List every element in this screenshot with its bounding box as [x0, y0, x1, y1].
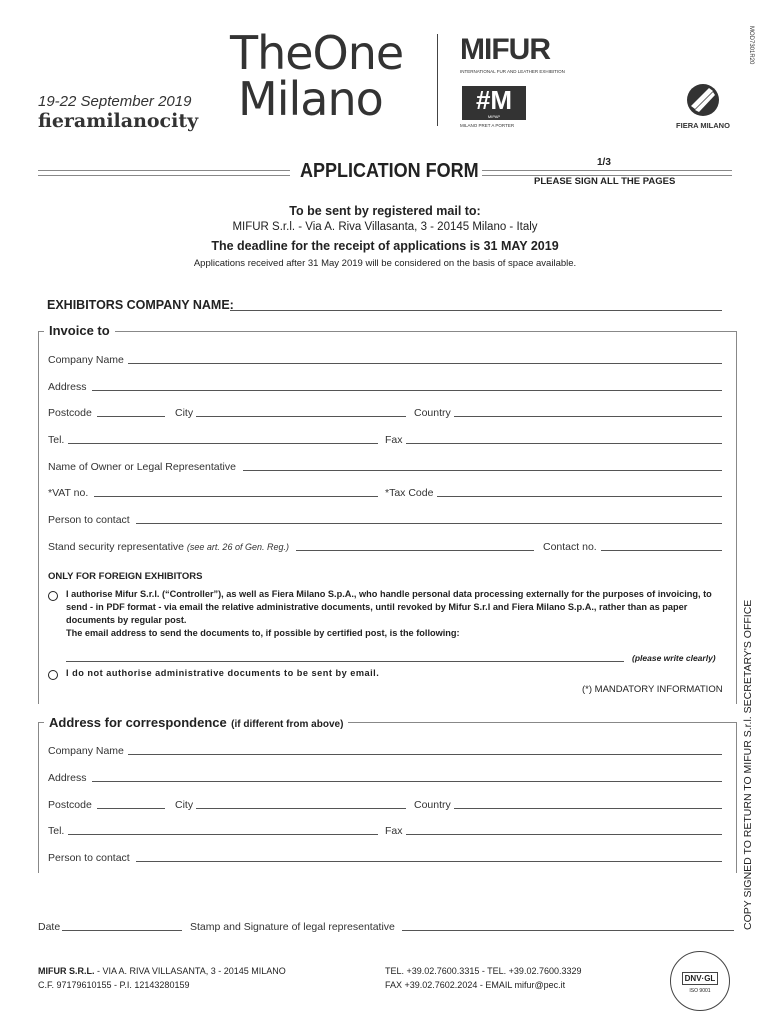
footer-company-line — [38, 964, 286, 978]
corr-city-field[interactable] — [196, 795, 406, 809]
not-authorise-text: I do not authorise administrative documents to be sent by email. — [66, 668, 380, 678]
footer-fax: FAX +39.02.7602.2024 - EMAIL mifur@pec.it — [385, 980, 566, 990]
mifur-logo — [460, 34, 565, 74]
mipap-logo — [462, 86, 526, 120]
corr-tel-field[interactable] — [68, 821, 378, 835]
intro — [0, 203, 770, 271]
corr-country-label: Country — [414, 799, 451, 811]
certification-badge — [670, 951, 730, 1011]
send-to-address: MIFUR S.r.l. - Via A. Riva Villasanta, 3 - 20145 Milano - Italy — [232, 221, 538, 233]
page-number: 1/3 — [597, 157, 611, 168]
event-dates: 19-22 September 2019 — [38, 93, 192, 110]
sign-note: PLEASE SIGN ALL THE PAGES — [534, 176, 676, 187]
mifur-tagline: INTERNATIONAL FUR AND LEATHER EXHIBITION — [460, 69, 565, 74]
write-clearly-note: (please write clearly) — [632, 653, 716, 663]
logo-line1: TheOne — [230, 26, 404, 80]
corr-country-field[interactable] — [454, 795, 722, 809]
inv-tel-field[interactable] — [68, 430, 378, 444]
mipap-tagline: MILANO PRET A PORTER — [460, 123, 515, 128]
late-note: Applications received after 31 May 2019 will be considered on the basis of space available. — [193, 258, 577, 269]
inv-postcode-field[interactable] — [97, 403, 165, 417]
inv-address-label: Address — [48, 381, 87, 393]
email-field[interactable] — [66, 648, 624, 662]
date-label: Date — [38, 921, 61, 933]
title-rule-left — [38, 170, 290, 176]
inv-company-field[interactable] — [128, 350, 722, 364]
inv-country-field[interactable] — [454, 403, 722, 417]
cert-badge-text: DNV·GL — [682, 972, 719, 985]
inv-contactno-label: Contact no. — [543, 541, 597, 553]
footer-tel: TEL. +39.02.7600.3315 - TEL. +39.02.7600.3329 — [385, 966, 582, 976]
corr-city-label: City — [175, 799, 194, 811]
inv-fax-label: Fax — [385, 434, 403, 446]
signature-field[interactable] — [402, 917, 734, 931]
logo-divider — [437, 34, 438, 126]
inv-city-field[interactable] — [196, 403, 406, 417]
mipap-wordmark: #M — [475, 85, 513, 115]
send-to-heading: To be sent by registered mail to: — [289, 204, 481, 218]
deadline-text: The deadline for the receipt of applications is 31 MAY 2019 — [211, 239, 559, 253]
inv-tel-label: Tel. — [48, 434, 65, 446]
inv-owner-field[interactable] — [243, 457, 722, 471]
inv-vat-label: *VAT no. — [48, 487, 89, 499]
mipap-small: MIPAP — [487, 114, 501, 119]
form-title: APPLICATION FORM — [300, 160, 479, 182]
corr-address-field[interactable] — [92, 768, 722, 782]
inv-stand-field[interactable] — [296, 537, 534, 551]
corr-company-label: Company Name — [48, 745, 124, 757]
stamp-label: Stamp and Signature of legal representative — [190, 921, 395, 933]
footer-left — [38, 964, 286, 992]
cert-iso-text: ISO 9001 — [689, 988, 711, 994]
inv-city-label: City — [175, 407, 194, 419]
email-text: The email address to send the documents to, if possible by certified post, is the following: — [66, 628, 460, 638]
event-site: fieramilanocity — [38, 110, 199, 132]
inv-person-field[interactable] — [136, 510, 722, 524]
corr-postcode-label: Postcode — [48, 799, 92, 811]
inv-contactno-field[interactable] — [601, 537, 722, 551]
footer-fiscal: C.F. 97179610155 - P.I. 12143280159 — [38, 980, 190, 990]
document-code: MOD7301R20 — [748, 26, 754, 65]
inv-country-label: Country — [414, 407, 451, 419]
inv-owner-label: Name of Owner or Legal Representative — [48, 461, 236, 473]
inv-taxcode-label: *Tax Code — [385, 487, 434, 499]
foreign-heading: ONLY FOR FOREIGN EXHIBITORS — [48, 571, 203, 582]
inv-fax-field[interactable] — [406, 430, 722, 444]
corr-company-field[interactable] — [128, 741, 722, 755]
corr-fax-label: Fax — [385, 825, 403, 837]
inv-postcode-label: Postcode — [48, 407, 92, 419]
correspondence-legend — [44, 714, 348, 732]
footer-company: MIFUR S.R.L. — [38, 966, 95, 976]
company-name-field[interactable] — [230, 297, 722, 311]
authorise-text: I authorise Mifur S.r.l. (“Controller”), as well as Fiera Milano S.p.A., who handle personal data processing externally for the purposes of invoicing, to send - in PDF format - via email the relative administrative documents, until revoked by Mifur S.r.l and Fiera Milano S.p.A., rather than as paper documents by regular post. — [66, 589, 712, 625]
corr-person-field[interactable] — [136, 848, 722, 862]
inv-vat-field[interactable] — [94, 483, 378, 497]
company-name-label: EXHIBITORS COMPANY NAME: — [47, 298, 234, 312]
inv-person-label: Person to contact — [48, 514, 130, 526]
inv-stand-text: Stand security representative — [48, 541, 184, 553]
corr-legend-note: (if different from above) — [231, 719, 344, 730]
side-return-note: COPY SIGNED TO RETURN TO MIFUR S.r.l. SECRETARY'S OFFICE — [742, 599, 754, 930]
mandatory-note: (*) MANDATORY INFORMATION — [582, 684, 723, 695]
inv-address-field[interactable] — [92, 377, 722, 391]
inv-taxcode-field[interactable] — [437, 483, 722, 497]
fiera-milano-logo — [670, 82, 736, 130]
inv-stand-note: (see art. 26 of Gen. Reg.) — [186, 542, 289, 552]
corr-fax-field[interactable] — [406, 821, 722, 835]
logo-line2: Milano — [238, 72, 383, 126]
theone-logo — [230, 26, 430, 126]
mifur-wordmark: MIFUR — [460, 33, 550, 66]
corr-legend-title: Address for correspondence — [49, 715, 227, 730]
inv-stand-label — [48, 541, 289, 553]
fiera-wordmark: FIERA MILANO — [676, 121, 730, 130]
corr-tel-label: Tel. — [48, 825, 65, 837]
corr-address-label: Address — [48, 772, 87, 784]
corr-postcode-field[interactable] — [97, 795, 165, 809]
invoice-legend: Invoice to — [44, 323, 115, 338]
inv-company-label: Company Name — [48, 354, 124, 366]
corr-person-label: Person to contact — [48, 852, 130, 864]
date-field[interactable] — [62, 917, 182, 931]
fiera-emblem-icon — [685, 82, 721, 118]
not-authorise-radio[interactable] — [48, 670, 58, 680]
authorise-radio[interactable] — [48, 591, 58, 601]
footer-address: - VIA A. RIVA VILLASANTA, 3 - 20145 MILANO — [94, 966, 286, 976]
footer-right — [385, 964, 582, 992]
